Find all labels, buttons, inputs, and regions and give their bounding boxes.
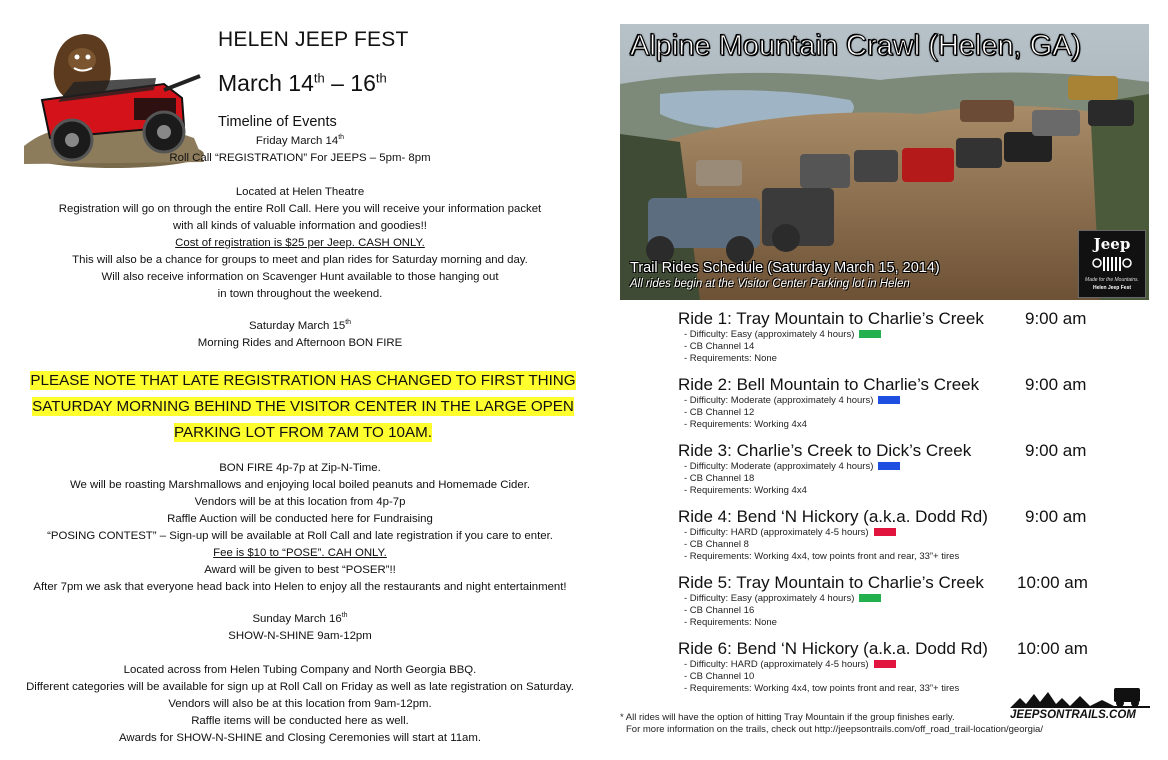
ride-time: 9:00 am (1025, 309, 1087, 328)
bonfire-line: After 7pm we ask that everyone head back into Helen to enjoy all the restaurants and night entertainment! (33, 581, 567, 593)
ride-requirements: - Requirements: Working 4x4, tow points front and rear, 33”+ tires (684, 551, 960, 562)
ride-requirements: - Requirements: Working 4x4, tow points front and rear, 33”+ tires (684, 683, 960, 694)
event-dates: March 14th – 16th (218, 70, 387, 96)
friday-line: with all kinds of valuable information and goodies!! (173, 220, 427, 232)
trail-rides-poster (620, 0, 1168, 760)
bonfire-line: “POSING CONTEST” – Sign-up will be available at Roll Call and late registration if you care to enter. (47, 530, 553, 542)
poster-title: Alpine Mountain Crawl (Helen, GA) (630, 30, 1082, 62)
jeep-badge (1078, 230, 1146, 298)
badge-tagline: Made for the Mountains. (1085, 277, 1139, 283)
jeep-grille-icon (1092, 255, 1132, 275)
ride-cb-channel: - CB Channel 14 (684, 341, 755, 352)
friday-heading: Friday March 14th (255, 134, 345, 147)
mountain-crawl-photo (620, 24, 1149, 300)
timeline-heading: Timeline of Events (218, 114, 337, 130)
jeep-wordmark: Jeep (1093, 235, 1131, 253)
sunday-line: Located across from Helen Tubing Company and North Georgia BBQ. (123, 664, 477, 676)
footnote-line: * All rides will have the option of hitting Tray Mountain if the group finishes early. (620, 712, 955, 723)
event-title: HELEN JEEP FEST (218, 28, 409, 51)
ride-difficulty: - Difficulty: HARD (approximately 4-5 hours) (678, 527, 1148, 539)
ride-difficulty: - Difficulty: Moderate (approximately 4 hours) (678, 395, 1148, 407)
ride-title: Ride 6: Bend ‘N Hickory (a.k.a. Dodd Rd) (678, 639, 988, 658)
sunday-sub: SHOW-N-SHINE 9am-12pm (228, 630, 372, 642)
ride-entry (678, 441, 1148, 497)
difficulty-swatch (874, 660, 896, 668)
sunday-heading: Sunday March 16th (252, 612, 348, 625)
posing-fee: Fee is $10 to “POSE”. CAH ONLY. (213, 547, 387, 559)
friday-line: in town throughout the weekend. (217, 288, 383, 300)
ride-cb-channel: - CB Channel 8 (684, 539, 749, 550)
ride-time: 10:00 am (1017, 573, 1088, 592)
schedule-subheading: All rides begin at the Visitor Center Parking lot in Helen (630, 278, 910, 290)
difficulty-swatch (859, 594, 881, 602)
late-registration-notice (0, 368, 606, 446)
ride-cb-channel: - CB Channel 10 (684, 671, 755, 682)
schedule-heading: Trail Rides Schedule (Saturday March 15, 2014) (630, 260, 940, 276)
notice-line: PARKING LOT FROM 7AM TO 10AM. (174, 424, 432, 441)
jeepsontrails-wordmark: JEEPSONTRAILS.COM (1010, 709, 1136, 720)
saturday-heading: Saturday March 15th (248, 319, 352, 332)
friday-line: Located at Helen Theatre (235, 186, 365, 198)
sunday-line: Different categories will be available for sign up at Roll Call on Friday as well as late registration on Saturday. (26, 681, 574, 693)
bonfire-line: Vendors will be at this location from 4p-7p (194, 496, 406, 508)
footnote-link[interactable]: For more information on the trails, check out http://jeepsontrails.com/off_road_trail-location/georgia/ (626, 724, 1043, 735)
sunday-line: Raffle items will be conducted here as well. (191, 715, 409, 727)
difficulty-swatch (874, 528, 896, 536)
ride-entry (678, 507, 1148, 563)
notice-line: PLEASE NOTE THAT LATE REGISTRATION HAS CHANGED TO FIRST THING (30, 372, 576, 389)
ride-difficulty: - Difficulty: HARD (approximately 4-5 hours) (678, 659, 1148, 671)
ride-time: 9:00 am (1025, 441, 1087, 460)
difficulty-swatch (859, 330, 881, 338)
ride-title: Ride 1: Tray Mountain to Charlie’s Creek (678, 309, 984, 328)
ride-requirements: - Requirements: None (684, 617, 777, 628)
notice-line: SATURDAY MORNING BEHIND THE VISITOR CENTER IN THE LARGE OPEN (32, 398, 574, 415)
ride-time: 10:00 am (1017, 639, 1088, 658)
bonfire-line: We will be roasting Marshmallows and enjoying local boiled peanuts and Homemade Cider. (69, 479, 531, 491)
registration-cost: Cost of registration is $25 per Jeep. CASH ONLY. (175, 237, 425, 249)
ride-requirements: - Requirements: Working 4x4 (684, 419, 807, 430)
ride-difficulty: - Difficulty: Easy (approximately 4 hours) (678, 593, 1148, 605)
bonfire-line: BON FIRE 4p-7p at Zip-N-Time. (219, 462, 381, 474)
friday-line: Will also receive information on Scavenger Hunt available to those hanging out (101, 271, 499, 283)
ride-requirements: - Requirements: Working 4x4 (684, 485, 807, 496)
friday-line: Registration will go on through the entire Roll Call. Here you will receive your information packet (58, 203, 542, 215)
difficulty-swatch (878, 462, 900, 470)
friday-rollcall: Roll Call “REGISTRATION” For JEEPS – 5pm- 8pm (169, 152, 431, 164)
ride-entry (678, 309, 1148, 365)
ride-title: Ride 2: Bell Mountain to Charlie’s Creek (678, 375, 980, 394)
ride-time: 9:00 am (1025, 375, 1087, 394)
ride-title: Ride 3: Charlie’s Creek to Dick’s Creek (678, 441, 972, 460)
saturday-sub: Morning Rides and Afternoon BON FIRE (197, 337, 403, 349)
ride-title: Ride 4: Bend ‘N Hickory (a.k.a. Dodd Rd) (678, 507, 988, 526)
bonfire-line: Raffle Auction will be conducted here for Fundraising (167, 513, 433, 525)
ride-entry (678, 375, 1148, 431)
footnote (620, 712, 1043, 736)
ride-difficulty: - Difficulty: Easy (approximately 4 hours) (678, 329, 1148, 341)
sunday-line: Vendors will also be at this location from 9am-12pm. (168, 698, 432, 710)
bonfire-line: Award will be given to best “POSER”!! (204, 564, 396, 576)
friday-line: This will also be a chance for groups to meet and plan rides for Saturday morning and day. (72, 254, 528, 266)
ride-requirements: - Requirements: None (684, 353, 777, 364)
ride-difficulty: - Difficulty: Moderate (approximately 4 hours) (678, 461, 1148, 473)
sunday-line: Awards for SHOW-N-SHINE and Closing Ceremonies will start at 11am. (118, 732, 482, 744)
ride-time: 9:00 am (1025, 507, 1087, 526)
ride-title: Ride 5: Tray Mountain to Charlie’s Creek (678, 573, 984, 592)
trail-photo-illustration (620, 24, 1149, 300)
badge-name: Helen Jeep Fest (1092, 285, 1132, 291)
ride-cb-channel: - CB Channel 12 (684, 407, 755, 418)
ride-cb-channel: - CB Channel 18 (684, 473, 755, 484)
ride-entry (678, 573, 1148, 629)
difficulty-swatch (878, 396, 900, 404)
ride-cb-channel: - CB Channel 16 (684, 605, 755, 616)
